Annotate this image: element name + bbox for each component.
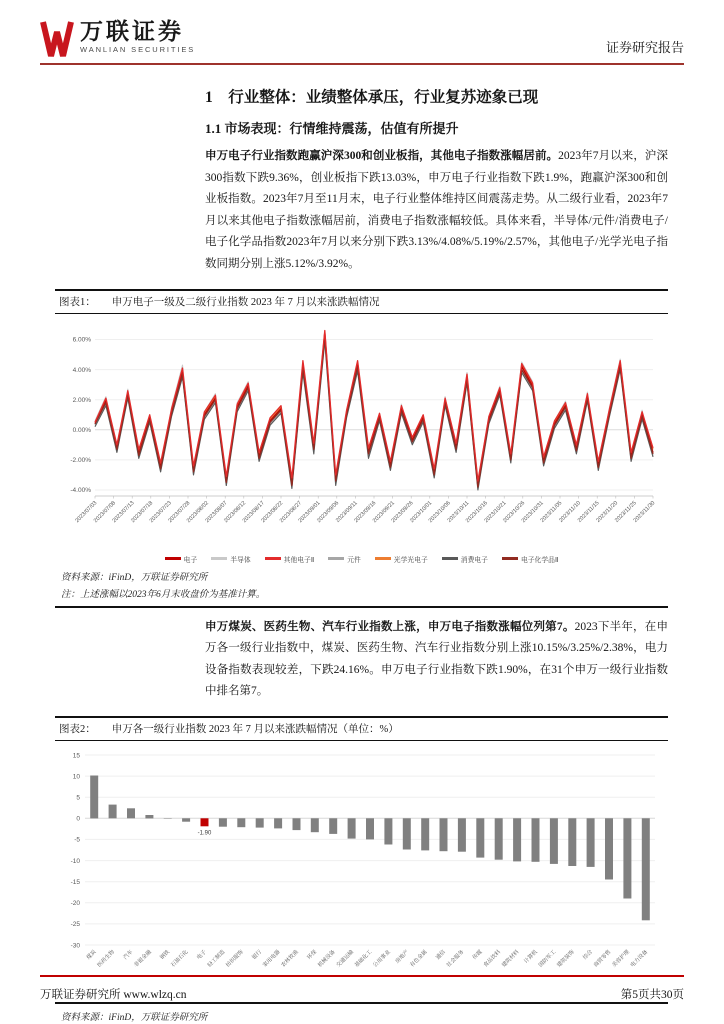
legend-item — [165, 554, 198, 564]
figure-2-box — [55, 716, 668, 1004]
bar-汽车 — [127, 808, 135, 818]
x-axis-label: 2023/10/26 — [502, 499, 527, 524]
bar-煤炭 — [90, 776, 98, 819]
series-line-其他电子Ⅱ — [95, 330, 653, 481]
bar-chart — [55, 745, 663, 995]
report-type-label: 证券研究报告 — [605, 40, 684, 55]
paragraph-2-body: 2023下半年，在申万各一级行业指数中，煤炭、医药生物、汽车行业指数分别上涨10.15%/3.25%/2.38%，电力设备指数表现较差，下跌24.16%。申万电子行业指数下跌1.90%，在31个申万一级行业指数中排名第7。 — [205, 620, 669, 698]
x-axis-label: 2023/11/25 — [614, 499, 638, 524]
brand-w-icon — [40, 20, 74, 58]
legend-swatch — [165, 557, 181, 559]
x-axis-label: 电子 — [196, 949, 208, 962]
bar-非银金融 — [145, 815, 153, 818]
y-axis-label: 6.00% — [72, 336, 91, 344]
x-axis-label: 2023/07/13 — [111, 499, 136, 524]
paragraph-2-lead: 申万煤炭、医药生物、汽车行业指数上涨，申万电子指数涨幅位列第7。 — [205, 620, 575, 633]
figure-1-box — [55, 289, 668, 608]
y-axis-label: 2.00% — [72, 396, 91, 404]
figure-1-title: 申万电子一级及二级行业指数 2023 年 7 月以来涨跌幅情况 — [111, 296, 380, 308]
figure-2-title: 申万各一级行业指数 2023 年 7 月以来涨跌幅情况（单位：%） — [111, 724, 399, 736]
x-axis-label: 医药生物 — [96, 949, 117, 969]
bar-建筑材料 — [513, 818, 521, 861]
x-axis-label: 建筑装饰 — [556, 949, 576, 969]
bar-银行 — [256, 818, 264, 827]
x-axis-label: 2023/09/21 — [371, 499, 397, 524]
y-axis-label: -15 — [70, 879, 80, 887]
x-axis-label: 2023/11/05 — [539, 499, 564, 524]
x-axis-label: 2023/08/12 — [223, 499, 248, 524]
figure-2-label: 图表2： — [59, 724, 96, 736]
figure-1 — [55, 289, 668, 608]
y-axis-label: -4.00% — [70, 486, 91, 494]
bar-农林牧渔 — [293, 818, 301, 830]
y-axis-label: 4.00% — [72, 366, 91, 374]
bar-通信 — [440, 818, 448, 851]
x-axis-label: 2023/10/11 — [446, 499, 471, 524]
series-line-电子化学品Ⅱ — [95, 336, 653, 487]
bar-value-label: -1.90 — [197, 830, 212, 837]
bar-食品饮料 — [495, 818, 503, 859]
x-axis-label: 房地产 — [394, 949, 411, 965]
line-chart-area — [55, 314, 668, 564]
bar-电子 — [201, 818, 209, 826]
bar-房地产 — [403, 818, 411, 849]
bar-计算机 — [532, 818, 540, 862]
series-line-元件 — [95, 338, 653, 489]
legend-label: 半导体 — [230, 556, 251, 564]
x-axis-label: 2023/07/03 — [74, 499, 99, 524]
bar-传媒 — [476, 818, 484, 857]
x-axis-label: 交通运输 — [335, 949, 356, 969]
bar-综合 — [587, 818, 595, 867]
figure-1-caption — [55, 289, 668, 314]
bar-有色金属 — [421, 818, 429, 850]
bar-建筑装饰 — [568, 818, 576, 866]
x-axis-label: 2023/07/28 — [167, 499, 192, 524]
x-axis-label: 2023/08/27 — [278, 499, 304, 524]
bar-美容护理 — [623, 818, 631, 898]
bar-电力设备 — [642, 818, 650, 920]
paragraph-2 — [205, 617, 668, 703]
figure-2-caption — [55, 716, 668, 741]
x-axis-label: 2023/08/02 — [185, 499, 211, 524]
x-axis-label: 美容护理 — [611, 949, 631, 969]
x-axis-label: 2023/11/15 — [576, 499, 601, 524]
x-axis-label: 钢铁 — [159, 949, 172, 962]
y-axis-label: 0 — [76, 815, 80, 823]
bar-医药生物 — [109, 805, 117, 819]
paragraph-1-body: 2023年7月以来，沪深300指数下跌9.36%，创业板指下跌13.03%，申万电子行业指数下跌1.9%，跑赢沪深300和创业板指数。2023年7月至11月末，电子行业整体维持区间震荡走势。从二级行业看，2023年7月以来其他电子指数涨幅居前，消费电子指数涨幅较低。具体来看，半导体/元件/消费电子/电子化学品指数2023年7月以来分别下跌3.13%/4.08%/5.19%/2.57%，其他电子/光学光电子指数同期分别上涨5.12%/3.92%。 — [205, 150, 669, 271]
legend-item — [211, 554, 250, 564]
x-axis-label: 2023/08/17 — [241, 499, 266, 524]
legend-label: 光学光电子 — [393, 556, 428, 564]
x-axis-label: 环保 — [306, 949, 319, 962]
x-axis-label: 食品饮料 — [482, 949, 503, 969]
x-axis-label: 社会服务 — [445, 949, 466, 969]
x-axis-label: 商贸零售 — [592, 949, 613, 969]
x-axis-label: 有色金属 — [409, 949, 429, 969]
x-axis-label: 非银金融 — [133, 949, 153, 969]
legend-label: 元件 — [347, 556, 361, 564]
y-axis-label: -10 — [70, 857, 80, 865]
legend-label: 电子化学品Ⅱ — [520, 556, 559, 564]
figure-1-source: 资料来源：iFinD，万联证券研究所 — [61, 572, 208, 583]
bar-石油石化 — [182, 818, 190, 821]
logo-text — [80, 20, 195, 54]
footer-right: 第5页共30页 — [620, 989, 684, 1001]
figure-2-source: 资料来源：iFinD，万联证券研究所 — [61, 1013, 208, 1024]
logo-cn: 万联证券 — [80, 18, 184, 44]
legend-label: 其他电子Ⅱ — [283, 556, 315, 564]
bar-轻工制造 — [219, 818, 227, 826]
legend-swatch — [211, 557, 227, 559]
bar-机械设备 — [329, 818, 337, 834]
series-line-半导体 — [95, 342, 653, 485]
paragraph-1 — [205, 146, 668, 276]
x-axis-label: 国防军工 — [537, 949, 558, 969]
chart-legend — [55, 554, 668, 564]
page-footer — [40, 975, 684, 1002]
x-axis-label: 基础化工 — [353, 949, 374, 969]
bar-公用事业 — [384, 818, 392, 844]
x-axis-label: 2023/09/06 — [316, 499, 341, 524]
y-axis-label: 15 — [72, 752, 80, 760]
company-logo — [40, 20, 195, 58]
x-axis-label: 2023/09/26 — [390, 499, 415, 524]
bar-基础化工 — [366, 818, 374, 839]
legend-label: 电子 — [183, 556, 198, 564]
bar-环保 — [311, 818, 319, 832]
legend-label: 消费电子 — [460, 556, 488, 564]
legend-item — [442, 554, 488, 564]
x-axis-label: 石油石化 — [170, 949, 190, 969]
x-axis-label: 电力设备 — [629, 949, 650, 969]
legend-swatch — [442, 557, 458, 559]
y-axis-label: -25 — [70, 921, 80, 929]
line-chart — [55, 318, 663, 548]
x-axis-label: 2023/10/01 — [409, 499, 434, 524]
x-axis-label: 2023/07/23 — [148, 499, 173, 524]
x-axis-label: 2023/10/21 — [483, 499, 508, 524]
legend-item — [502, 554, 558, 564]
x-axis-label: 综合 — [582, 949, 595, 962]
x-axis-label: 公用事业 — [372, 949, 392, 969]
x-axis-label: 家用电器 — [262, 949, 282, 969]
y-axis-label: -30 — [70, 942, 80, 950]
x-axis-label: 2023/09/01 — [297, 499, 322, 524]
bar-chart-area — [55, 741, 668, 1000]
x-axis-label: 汽车 — [122, 949, 135, 962]
legend-item — [375, 554, 428, 564]
x-axis-label: 2023/11/20 — [595, 499, 620, 524]
x-axis-label: 煤炭 — [85, 949, 98, 962]
x-axis-label: 2023/08/22 — [260, 499, 285, 524]
y-axis-label: -20 — [70, 900, 80, 908]
x-axis-label: 轻工制造 — [206, 949, 227, 969]
bar-交通运输 — [348, 818, 356, 838]
x-axis-label: 农林牧渔 — [280, 949, 300, 969]
legend-item — [328, 554, 361, 564]
figure-1-note: 注：上述涨幅以2023年6月末收盘价为基准计算。 — [61, 589, 266, 600]
x-axis-label: 机械设备 — [317, 949, 337, 969]
figure-1-label: 图表1： — [59, 296, 96, 308]
y-axis-label: -2.00% — [70, 456, 91, 464]
x-axis-label: 2023/09/16 — [353, 499, 378, 524]
y-axis-label: 0.00% — [72, 426, 91, 434]
paragraph-1-lead: 申万电子行业指数跑赢沪深300和创业板指，其他电子指数涨幅居前。 — [205, 150, 559, 162]
footer-left: 万联证券研究所 www.wlzq.cn — [40, 989, 187, 1001]
bar-纺织服饰 — [237, 818, 245, 827]
x-axis-label: 2023/10/16 — [464, 499, 490, 524]
legend-swatch — [328, 557, 344, 559]
series-line-电子 — [95, 332, 653, 486]
x-axis-label: 建筑材料 — [501, 949, 521, 969]
x-axis-label: 传媒 — [471, 949, 484, 962]
bar-社会服务 — [458, 818, 466, 851]
legend-swatch — [265, 557, 281, 559]
y-axis-label: 10 — [72, 773, 80, 781]
x-axis-label: 2023/08/07 — [204, 499, 229, 524]
bar-商贸零售 — [605, 818, 613, 879]
x-axis-label: 银行 — [251, 949, 264, 962]
x-axis-label: 计算机 — [523, 949, 539, 965]
y-axis-label: -5 — [74, 836, 80, 844]
bar-国防军工 — [550, 818, 558, 864]
legend-swatch — [502, 557, 518, 559]
x-axis-label: 2023/07/08 — [92, 499, 118, 524]
section-heading: 1 行业整体：业绩整体承压，行业复苏迹象已现 — [205, 89, 539, 106]
x-axis-label: 2023/11/10 — [558, 499, 583, 524]
legend-item — [265, 554, 315, 564]
x-axis-label: 通信 — [435, 949, 447, 962]
x-axis-label: 2023/07/18 — [130, 499, 155, 524]
page-header — [40, 20, 684, 65]
x-axis-label: 2023/10/06 — [427, 499, 452, 524]
x-axis-label: 纺织服饰 — [225, 949, 245, 969]
bar-家用电器 — [274, 818, 282, 828]
x-axis-label: 2023/10/31 — [520, 499, 545, 524]
legend-swatch — [375, 557, 391, 559]
y-axis-label: 5 — [76, 794, 80, 802]
x-axis-label: 2023/11/30 — [632, 499, 657, 524]
subsection-heading: 1.1 市场表现：行情维持震荡，估值有所提升 — [205, 121, 459, 136]
logo-en: WANLIAN SECURITIES — [80, 45, 196, 54]
x-axis-label: 2023/09/11 — [335, 499, 359, 524]
